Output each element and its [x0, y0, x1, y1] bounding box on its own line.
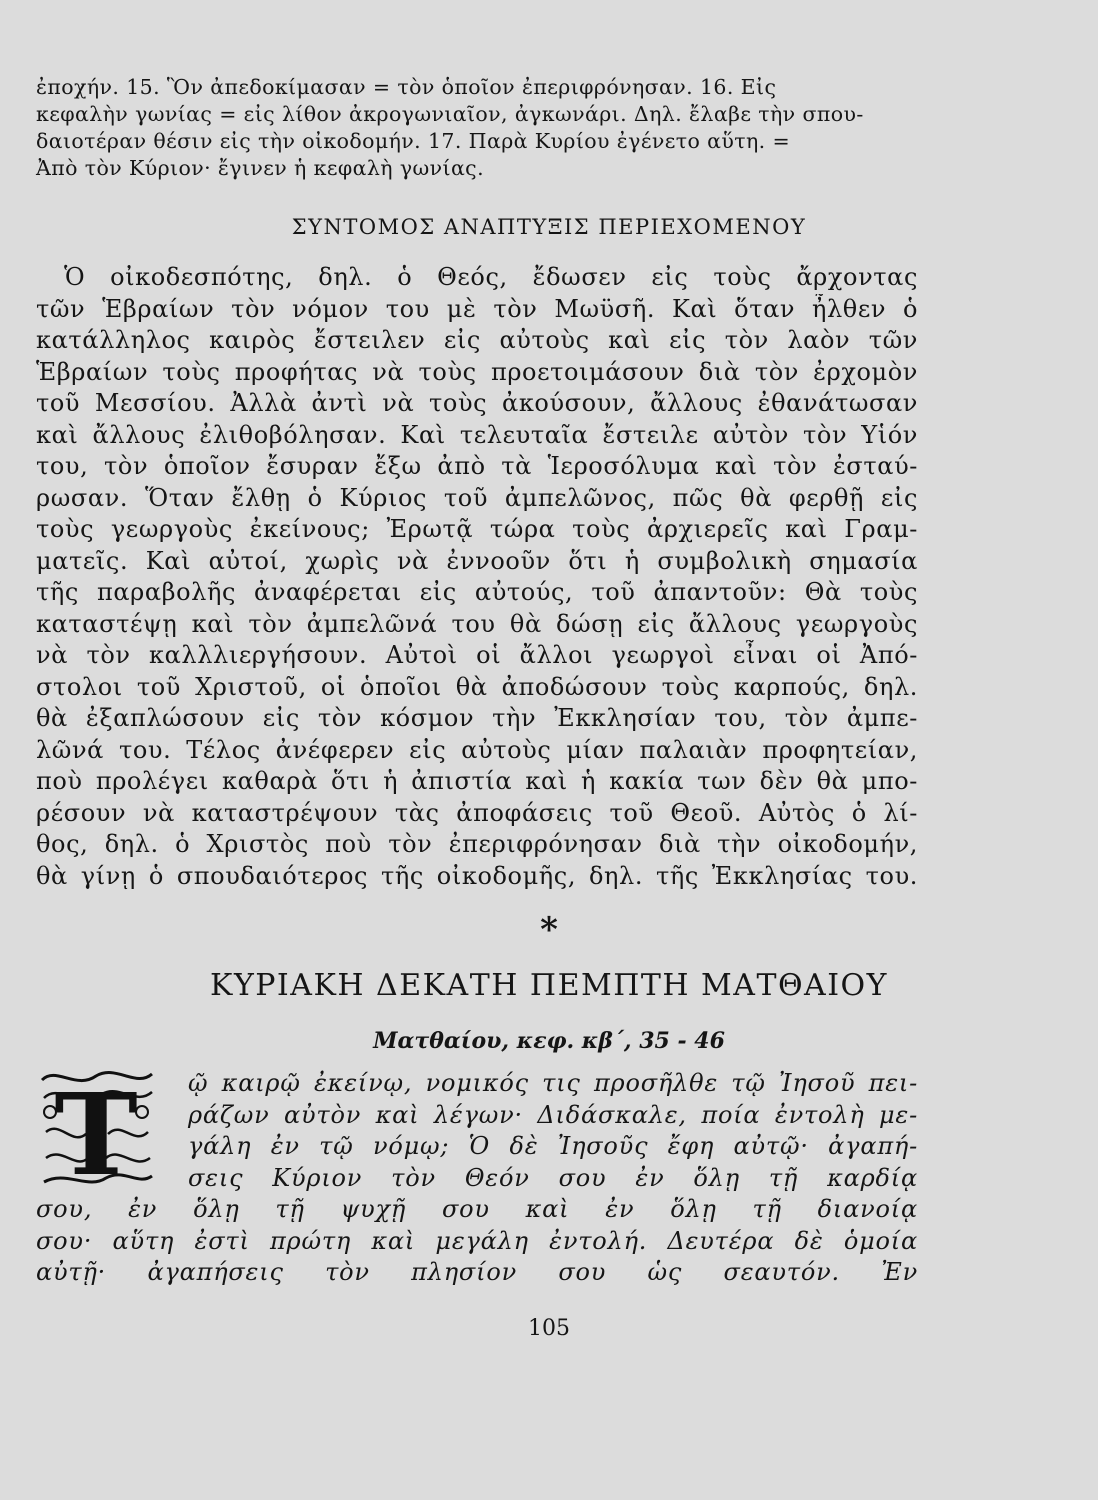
summary-body [36, 262, 918, 892]
gospel-reading [36, 1068, 918, 1289]
note-line: ἐποχήν. 15. Ὃν ἀπεδοκίμασαν = τὸν ὁποῖον ἐπεριφρόνησαν. 16. Εἰς [36, 75, 777, 99]
body-line: τοῦ Μεσσίου. Ἀλλὰ ἀντὶ νὰ τοὺς ἀκούσουν, ἄλλους ἐθανάτωσαν [36, 389, 918, 417]
asterisk-divider: * [540, 910, 558, 950]
body-line: του, τὸν ὁποῖον ἔσυραν ἔξω ἀπὸ τὰ Ἱεροσόλυμα καὶ τὸν ἐσταύ- [36, 452, 918, 480]
note-line: Ἀπὸ τὸν Κύριον· ἔγινεν ἡ κεφαλὴ γωνίας. [36, 156, 484, 180]
body-line: Ἑβραίων τοὺς προφήτας νὰ τοὺς προετοιμάσουν διὰ τὸν ἐρχομὸν [36, 357, 918, 386]
body-line: ματεῖς. Καὶ αὐτοί, χωρὶς νὰ ἐννοοῦν ὅτι ἡ συμβολικὴ σημασία [36, 546, 918, 575]
gospel-line: σου· αὕτη ἐστὶ πρώτη καὶ μεγάλη ἐντολή. Δευτέρα δὲ ὁμοία [36, 1226, 918, 1255]
body-line: στολοι τοῦ Χριστοῦ, οἱ ὁποῖοι θὰ ἀποδώσουν τοὺς καρπούς, δηλ. [36, 672, 918, 701]
dropcap-letter: Τ [54, 1070, 138, 1192]
body-line: λῶνά του. Τέλος ἀνέφερεν εἰς αὐτοὺς μίαν παλαιὰν προφητείαν, [36, 735, 918, 764]
body-line: τῶν Ἑβραίων τὸν νόμον του μὲ τὸν Μωϋσῆ. Καὶ ὅταν ἦλθεν ὁ [36, 294, 918, 323]
footnotes-block [36, 74, 954, 182]
body-line: Ὁ οἰκοδεσπότης, δηλ. ὁ Θεός, ἔδωσεν εἰς τοὺς ἄρχοντας [64, 263, 918, 291]
body-line: θὰ γίνῃ ὁ σπουδαιότερος τῆς οἰκοδομῆς, δηλ. τῆς Ἐκκλησίας του. [36, 861, 918, 890]
gospel-line: αὐτῇ· ἀγαπήσεις τὸν πλησίον σου ὡς σεαυτόν. Ἐν [36, 1258, 918, 1286]
gospel-line: ῷ καιρῷ ἐκείνῳ, νομικός τις προσῆλθε τῷ Ἰησοῦ πει- [188, 1069, 918, 1097]
body-line: τοὺς γεωργοὺς ἐκείνους; Ἐρωτᾷ τώρα τοὺς ἀρχιερεῖς καὶ Γραμ- [36, 515, 918, 543]
body-line: θος, δηλ. ὁ Χριστὸς ποὺ τὸν ἐπεριφρόνησαν διὰ τὴν οἰκοδομήν, [36, 830, 918, 858]
body-line: καὶ ἄλλους ἐλιθοβόλησαν. Καὶ τελευταῖα ἔστειλε αὐτὸν τὸν Υἱόν [36, 420, 918, 449]
body-line: τῆς παραβολῆς ἀναφέρεται εἰς αὐτούς, τοῦ ἀπαντοῦν: Θὰ τοὺς [36, 578, 918, 606]
body-line: ρωσαν. Ὅταν ἔλθῃ ὁ Κύριος τοῦ ἀμπελῶνος, πῶς θὰ φερθῇ εἰς [36, 483, 918, 512]
gospel-line: σεις Κύριον τὸν Θεόν σου ἐν ὅλῃ τῇ καρδίᾳ [188, 1163, 918, 1192]
gospel-line: ράζων αὐτὸν καὶ λέγων· Διδάσκαλε, ποία ἐντολὴ με- [188, 1100, 918, 1129]
body-line: καταστέψῃ καὶ τὸν ἀμπελῶνά του θὰ δώσῃ εἰς ἄλλους γεωργοὺς [36, 609, 918, 638]
gospel-line: σου, ἐν ὅλῃ τῇ ψυχῇ σου καὶ ἐν ὅλῃ τῇ διανοίᾳ [36, 1195, 918, 1223]
body-line: θὰ ἐξαπλώσουν εἰς τὸν κόσμον τὴν Ἐκκλησίαν του, τὸν ἀμπε- [36, 704, 918, 732]
body-line: ρέσουν νὰ καταστρέψουν τὰς ἀποφάσεις τοῦ Θεοῦ. Αὐτὸς ὁ λί- [36, 798, 918, 827]
note-line: δαιοτέραν θέσιν εἰς τὴν οἰκοδομήν. 17. Παρὰ Κυρίου ἐγένετο αὕτη. = [36, 129, 791, 153]
section-title: ΣΥΝΤΟΜΟΣ ΑΝΑΠΤΥΞΙΣ ΠΕΡΙΕΧΟΜΕΝΟΥ [291, 215, 807, 239]
body-line: κατάλληλος καιρὸς ἔστειλεν εἰς αὐτοὺς καὶ εἰς τὸν λαὸν τῶν [36, 326, 918, 354]
page-number: 105 [528, 1316, 570, 1341]
body-line: νὰ τὸν καλλλιεργήσουν. Αὐτοὶ οἱ ἄλλοι γεωργοὶ εἶναι οἱ Ἀπό- [36, 641, 918, 669]
chapter-title: ΚΥΡΙΑΚΗ ΔΕΚΑΤΗ ΠΕΜΠΤΗ ΜΑΤΘΑΙΟΥ [210, 968, 888, 1003]
body-line: ποὺ προλέγει καθαρὰ ὅτι ἡ ἀπιστία καὶ ἡ κακία των δὲν θὰ μπο- [36, 767, 918, 795]
gospel-line: γάλη ἐν τῷ νόμῳ; Ὁ δὲ Ἰησοῦς ἔφη αὐτῷ· ἀγαπή- [188, 1132, 918, 1160]
chapter-reference: Ματθαίου, κεφ. κβ΄, 35 - 46 [373, 1028, 725, 1054]
note-line: κεφαλὴν γωνίας = εἰς λίθον ἀκρογωνιαῖον, ἀγκωνάρι. Δηλ. ἔλαβε τὴν σπου- [36, 102, 864, 126]
